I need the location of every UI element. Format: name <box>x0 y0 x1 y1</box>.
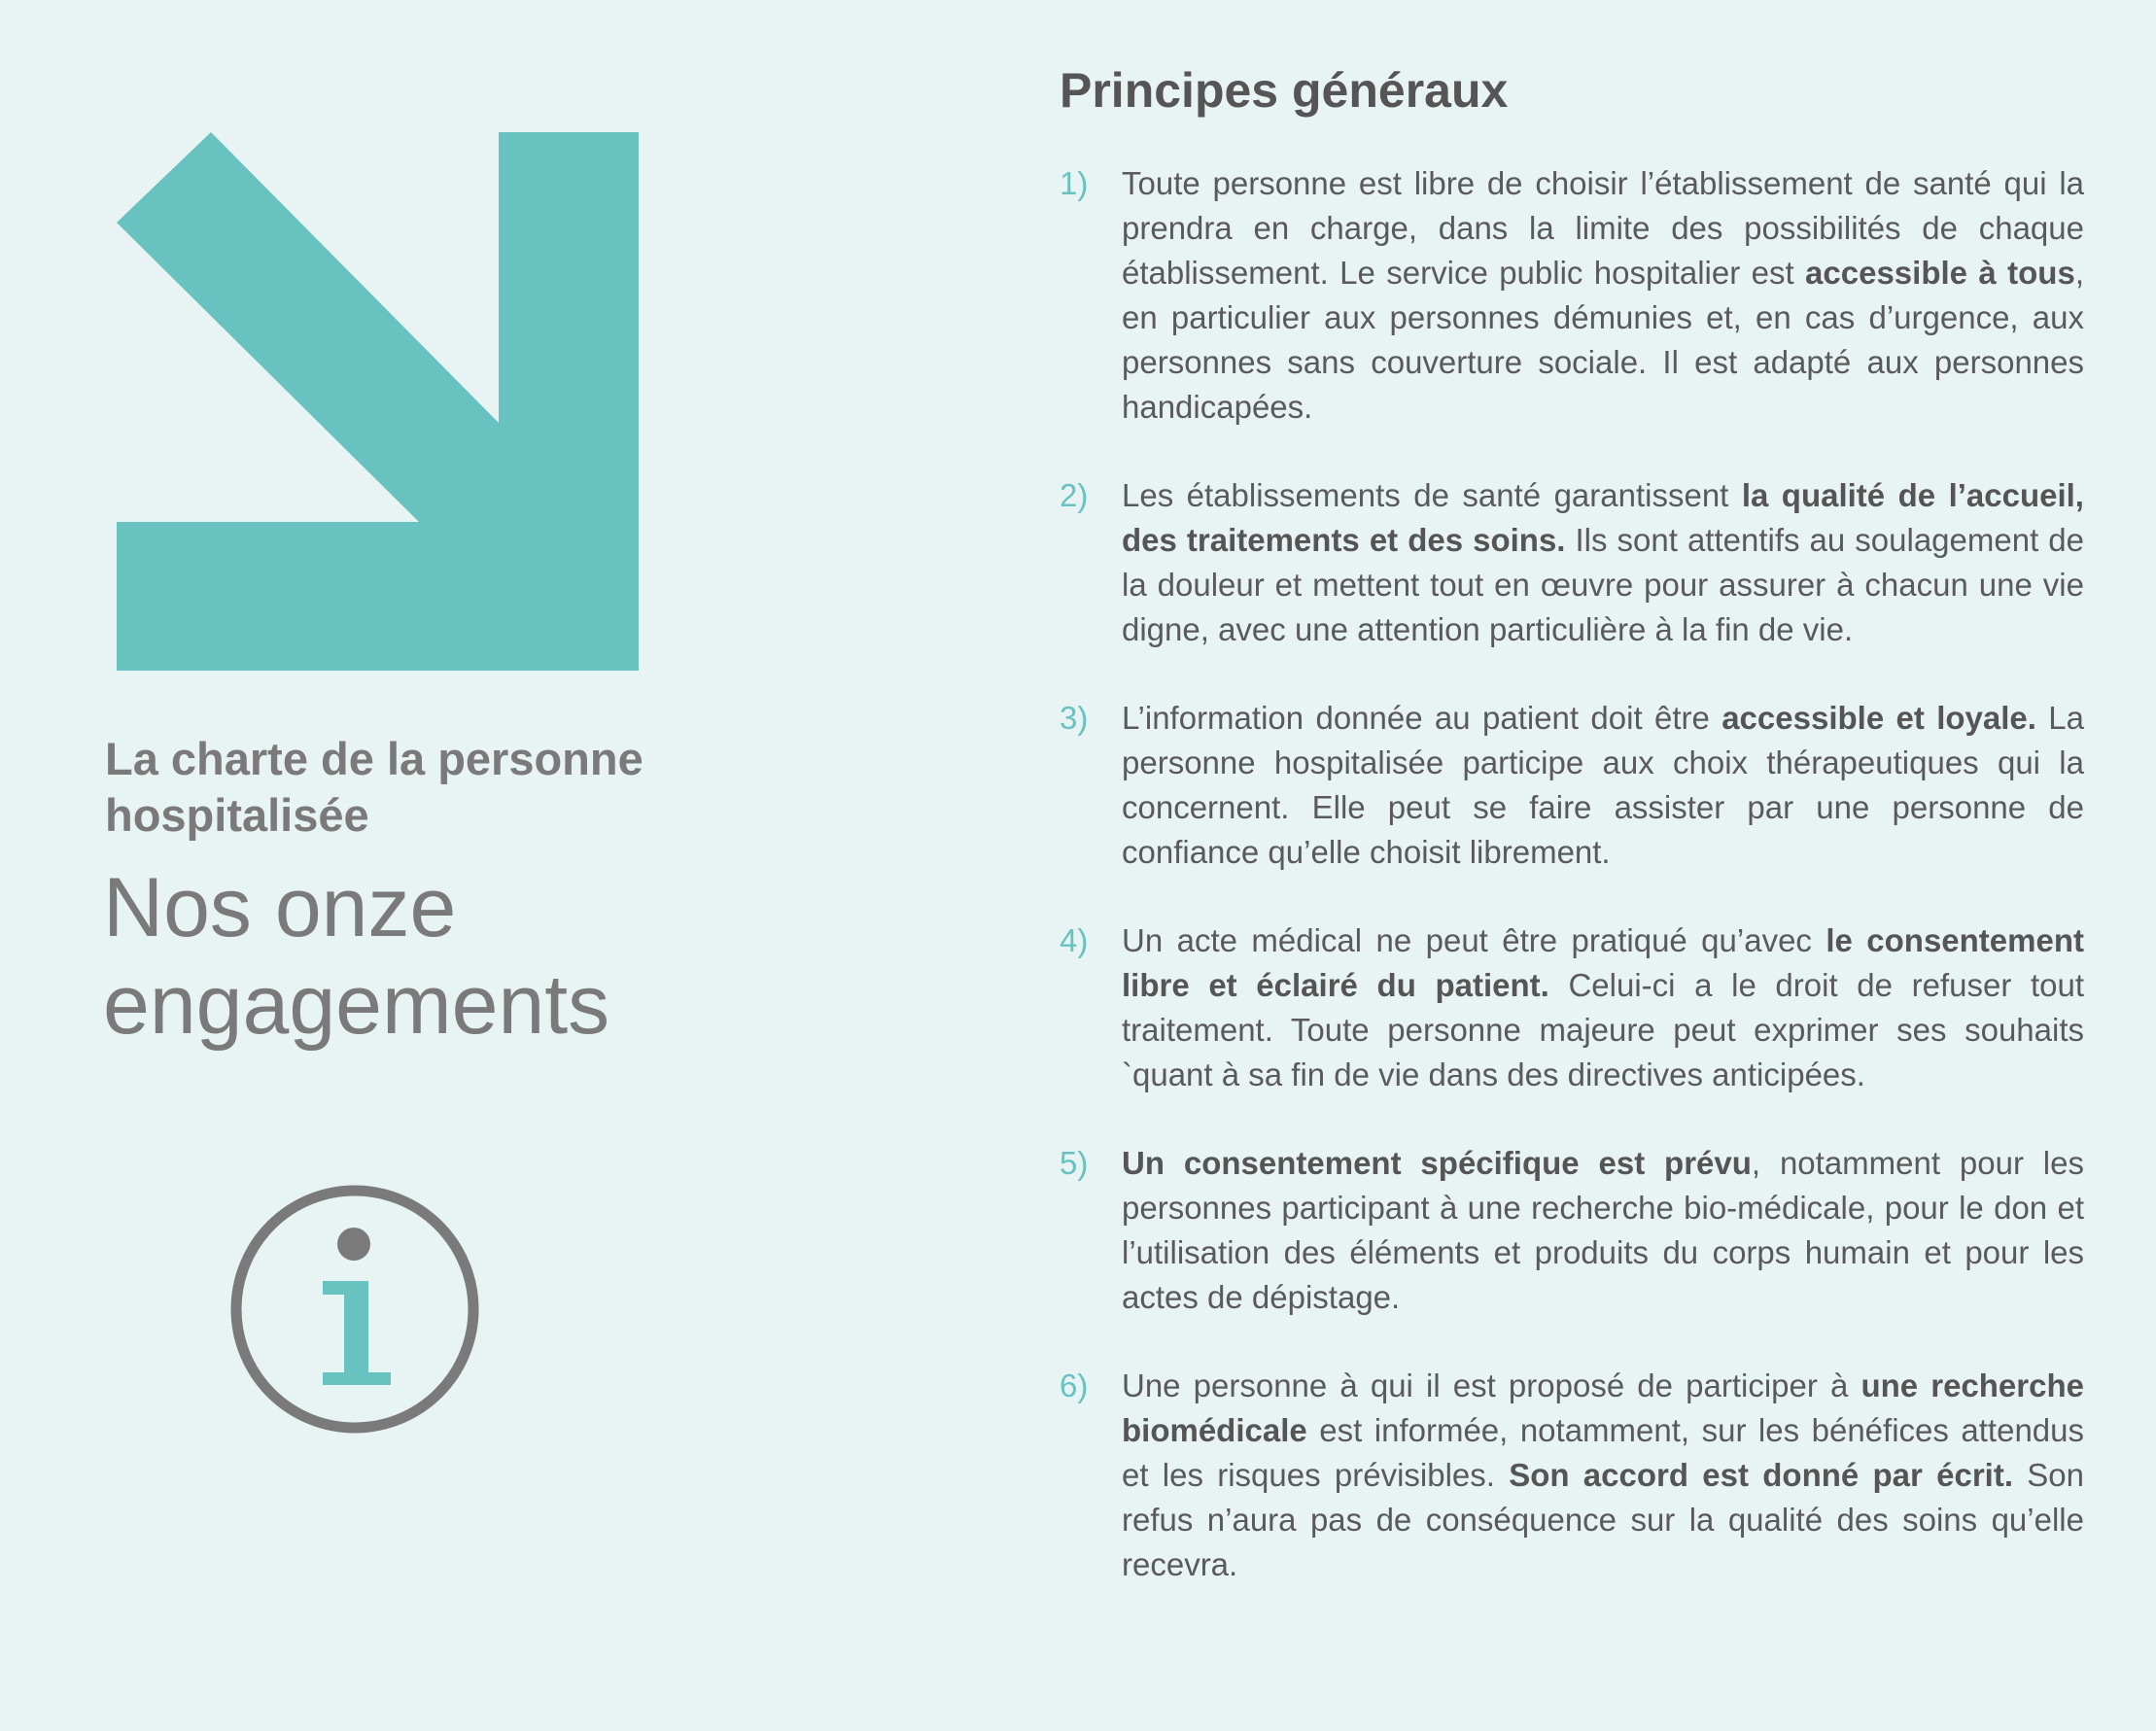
principle-emphasis: accessible à tous <box>1805 255 2075 291</box>
principle-text-segment: Celui-ci a le droit de refuser tout traitement. Toute personne majeure peut exprimer ses souhaits `quant à sa fin de vie dans des directives anticipées. <box>1122 967 2084 1092</box>
info-stem <box>323 1281 391 1385</box>
principle-item <box>1060 1364 2084 1587</box>
right-panel <box>1060 58 2084 1631</box>
principle-number: 6) <box>1060 1367 1089 1403</box>
principle-text <box>1122 1141 2084 1320</box>
principle-text-segment: Son refus n’aura pas de conséquence sur la qualité des soins qu’elle recevra. <box>1122 1457 2084 1582</box>
info-dot <box>337 1228 370 1261</box>
info-circle-icon <box>229 1184 480 1435</box>
principle-emphasis: le consentement libre et éclairé du patient. <box>1122 922 2084 1003</box>
principle-item <box>1060 161 2084 430</box>
principle-text-segment: Toute personne est libre de choisir l’établissement de santé qui la prendra en charge, dans la limite des possibilités de chaque établissement. Le service public hospitalier est <box>1122 165 2084 291</box>
principle-emphasis: Son accord est donné par écrit. <box>1509 1457 2014 1493</box>
principle-number: 5) <box>1060 1145 1089 1181</box>
principle-emphasis: accessible et loyale. <box>1721 700 2036 736</box>
principle-emphasis: Un consentement spécifique est prévu <box>1122 1145 1752 1181</box>
principle-item <box>1060 1141 2084 1320</box>
principles-list <box>1060 161 2084 1587</box>
principle-item <box>1060 473 2084 652</box>
principle-emphasis: la qualité de l’accueil, des traitements et des soins. <box>1122 477 2084 558</box>
principle-number: 1) <box>1060 165 1089 201</box>
principle-text-segment: , en particulier aux personnes démunies et, en cas d’urgence, aux personnes sans couverture sociale. Il est adapté aux personnes handicapées. <box>1122 255 2084 425</box>
section-title: Principes généraux <box>1060 63 1509 118</box>
principle-text-segment: est informée, notamment, sur les bénéfices attendus et les risques prévisibles. <box>1122 1412 2084 1493</box>
principle-number: 3) <box>1060 700 1089 736</box>
principle-text <box>1122 161 2084 430</box>
principle-text-segment: Ils sont attentifs au soulagement de la douleur et mettent tout en œuvre pour assurer à chacun une vie digne, avec une attention particulière à la fin de vie. <box>1122 522 2084 647</box>
principle-text-segment: La personne hospitalisée participe aux choix thérapeutiques qui la concernent. Elle peut se faire assister par une personne de confiance qu’elle choisit librement. <box>1122 700 2085 870</box>
principle-text-segment: Une personne à qui il est proposé de participer à <box>1122 1367 1861 1403</box>
principle-text <box>1122 918 2084 1097</box>
document-title: Nos onze engagements <box>103 861 610 1052</box>
principle-number: 2) <box>1060 477 1089 513</box>
principle-text <box>1122 696 2084 875</box>
principle-text <box>1122 1364 2084 1587</box>
principle-item <box>1060 918 2084 1097</box>
principle-text <box>1122 473 2084 652</box>
principle-item <box>1060 696 2084 875</box>
principle-text-segment: Les établissements de santé garantissent <box>1122 477 1742 513</box>
document-subtitle: La charte de la personne hospitalisée <box>105 733 643 841</box>
left-panel <box>0 0 972 1731</box>
principle-text-segment: Un acte médical ne peut être pratiqué qu’avec <box>1122 922 1826 958</box>
principle-emphasis: une recherche biomédicale <box>1122 1367 2084 1448</box>
arrow-shape <box>117 132 639 671</box>
principle-text-segment: , notamment pour les personnes participant à une recherche bio-médicale, pour le don et l’utilisation des éléments et produits du corps humain et pour les actes de dépistage. <box>1122 1145 2084 1315</box>
principle-number: 4) <box>1060 922 1089 958</box>
arrow-down-right-icon <box>117 132 642 673</box>
principle-text-segment: L’information donnée au patient doit être <box>1122 700 1722 736</box>
